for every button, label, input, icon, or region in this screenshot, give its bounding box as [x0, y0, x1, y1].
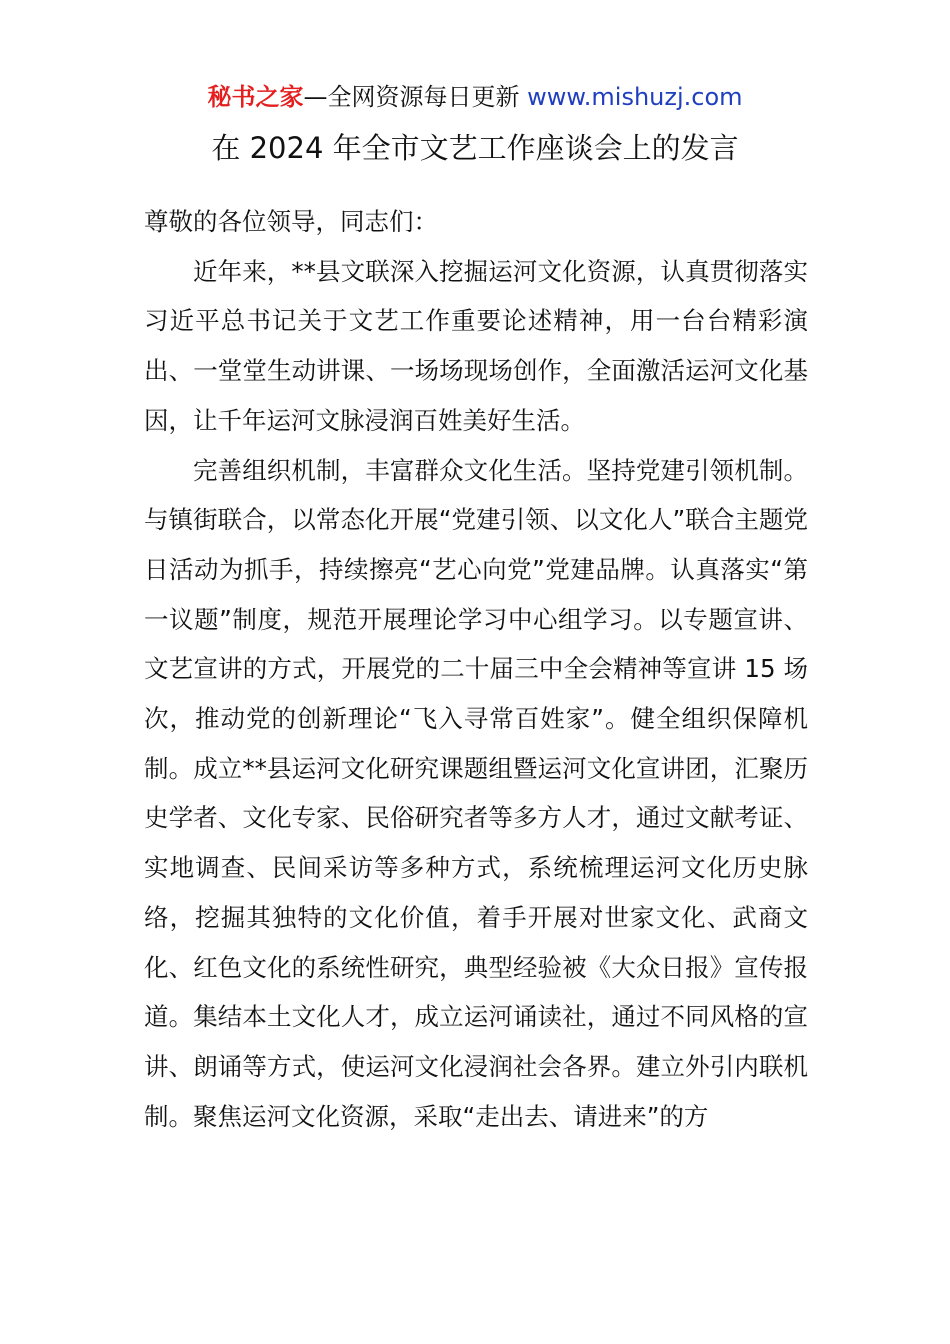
site-header [0, 80, 950, 114]
paragraph-organization: 完善组织机制，丰富群众文化生活。坚持党建引领机制。与镇街联合，以常态化开展“党建引领、以文化人”联合主题党日活动为抓手，持续擦亮“艺心向党”党建品牌。认真落实“第一议题”制度，规范开展理论学习中心组学习。以专题宣讲、文艺宣讲的方式，开展党的二十届三中全会精神等宣讲 15 场次，推动党的创新理论“飞入寻常百姓家”。健全组织保障机制。成立**县运河文化研究课题组暨运河文化宣讲团，汇聚历史学者、文化专家、民俗研究者等多方人才，通过文献考证、实地调查、民间采访等多种方式，系统梳理运河文化历史脉络，挖掘其独特的文化价值，着手开展对世家文化、武商文化、红色文化的系统性研究，典型经验被《大众日报》宣传报道。集结本土文化人才，成立运河诵读社，通过不同风格的宣讲、朗诵等方式，使运河文化浸润社会各界。建立外引内联机制。聚焦运河文化资源，采取“走出去、请进来”的方 [144, 455, 808, 1131]
salutation: 尊敬的各位领导，同志们： [144, 207, 438, 236]
paragraph-intro: 近年来，**县文联深入挖掘运河文化资源，认真贯彻落实习近平总书记关于文艺工作重要论述精神，用一台台精彩演出、一堂堂生动讲课、一场场现场创作，全面激活运河文化基因，让千年运河文脉浸润百姓美好生活。 [144, 256, 808, 435]
site-name: 秘书之家 [207, 83, 304, 111]
site-tagline: —全网资源每日更新 [303, 83, 520, 111]
document-title: 在 2024 年全市文艺工作座谈会上的发言 [211, 131, 739, 165]
site-url-link[interactable]: www.mishuzj.com [527, 83, 743, 111]
document-body [144, 197, 808, 1141]
